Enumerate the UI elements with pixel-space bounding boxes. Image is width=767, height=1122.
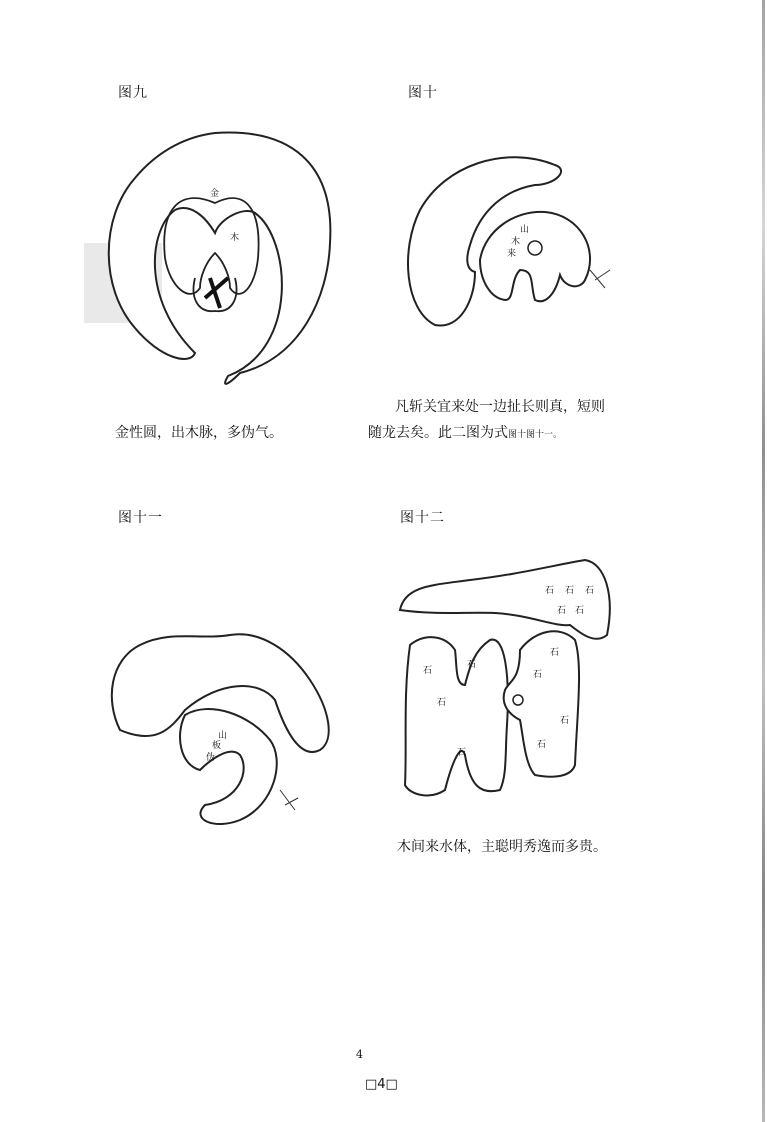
- figure-11-label-a: 山: [218, 731, 228, 741]
- figure-10-label-b: 木: [511, 237, 521, 247]
- figure-12-caption: 木间来水体，主聪明秀逸而多贵。: [397, 839, 607, 855]
- stone-label: 石: [550, 648, 560, 658]
- stone-label: 石: [557, 606, 567, 616]
- figure-12-drawing: [395, 555, 625, 805]
- figure-9-label-middle: 木: [230, 233, 240, 243]
- stone-label: 石: [423, 666, 433, 676]
- stone-label: 石: [467, 660, 477, 670]
- stone-label: 石: [565, 586, 575, 596]
- figure-11-drawing: [100, 620, 340, 840]
- figure-10-drawing: [395, 140, 635, 340]
- stone-label: 石: [585, 586, 595, 596]
- stone-label: 石: [537, 740, 547, 750]
- figure-10-caption-line2: 随龙去矣。此二图为式图十图十一。: [368, 425, 563, 441]
- figure-11-title: 图十一: [118, 510, 163, 526]
- stone-label: 石: [533, 670, 543, 680]
- stone-label: 石: [437, 698, 447, 708]
- figure-11-label-b: 板: [212, 741, 222, 751]
- page-number: 4: [356, 1048, 363, 1061]
- figure-9-label-top: 金: [210, 189, 220, 199]
- stone-label: 石: [545, 586, 555, 596]
- figure-10-label-c: 来: [507, 249, 517, 259]
- figure-9-drawing: [80, 128, 350, 398]
- figure-12-title: 图十二: [400, 510, 445, 526]
- figure-10-title: 图十: [408, 85, 438, 101]
- scan-edge: [762, 0, 765, 1122]
- figure-9-title: 图九: [118, 85, 148, 101]
- figure-9-caption: 金性圆，出木脉，多伪气。: [115, 425, 283, 441]
- figure-11-label-c: 伪: [206, 753, 216, 763]
- stone-label: 石: [560, 716, 570, 726]
- stone-label: 石: [457, 748, 467, 758]
- page-marker: □4□: [365, 1077, 398, 1092]
- stone-label: 石: [575, 606, 585, 616]
- figure-10-label-a: 山: [520, 225, 530, 235]
- figure-10-caption-line1: 凡斩关宜来处一边扯长则真，短则: [395, 399, 605, 415]
